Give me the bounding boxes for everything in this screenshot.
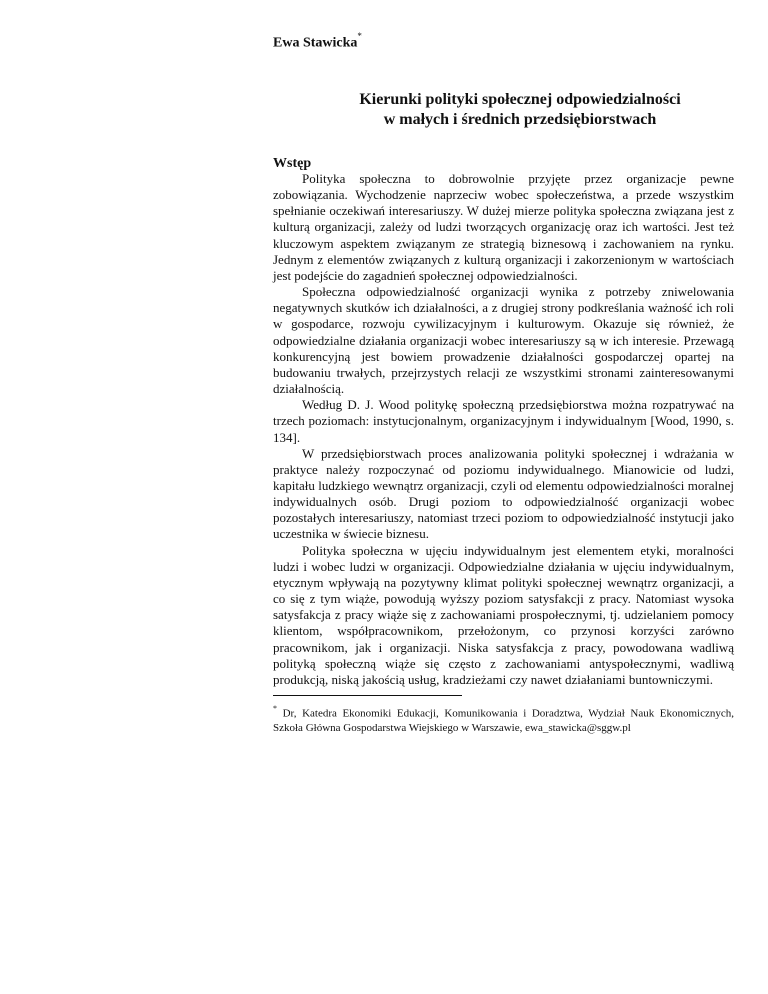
paragraph: Polityka społeczna to dobrowolnie przyjęte przez organizacje pewne zobowiązania. Wychodzenie naprzeciw wobec społeczeństwa, a przede wszystkim spełnianie oczekiwań interesariuszy. W dużej mierze polityka społeczna związana jest z kulturą organizacji, zależy od ludzi tworzących organizację oraz ich wartości. Jest też kluczowym aspektem związanym ze strategią biznesową i zachowaniem na rynku. Jednym z elementów związanych z kulturą organizacji i zakorzenionym w wartościach jest podejście do zagadnień społecznej odpowiedzialności. <box>273 171 734 283</box>
footnote-text: Dr, Katedra Ekonomiki Edukacji, Komunikowania i Doradztwa, Wydział Nauk Ekonomicznych, Szkoła Główna Gospodarstwa Wiejskiego w Warszawie, ewa_stawicka@sggw.pl <box>273 707 735 734</box>
author-name <box>273 33 362 52</box>
paragraph: Polityka społeczna w ujęciu indywidualnym jest elementem etyki, moralności ludzi i wobec ludzi w organizacji. Odpowiedzialne działania w ujęciu indywidualnym, etycznym wpływają na pozytywny klimat polityki społecznej wewnątrz organizacji, a co się z tym wiąże, powodują wyższy poziom satysfakcji z pracy. Natomiast wysoka satysfakcja z pracy wiąże się z zachowaniami prospołecznymi, tj. udzielaniem pomocy klientom, współpracownikom, przełożonym, co przynosi korzyści zarówno pracownikom, jak i organizacji. Niska satysfakcja z pracy, powodowana wadliwą polityką społeczną wiąże się często z zachowaniami antyspołecznymi, wadliwą produkcją, niską jakością usług, kradzieżami czy nawet działaniami buntowniczymi. <box>273 542 734 687</box>
author-footnote-mark: * <box>357 31 362 41</box>
paper-title-line-2: w małych i średnich przedsiębiorstwach <box>383 111 657 128</box>
paper-title-line-1: Kierunki polityki społecznej odpowiedzialności <box>359 91 681 108</box>
footnote <box>273 703 734 735</box>
paragraph: Według D. J. Wood politykę społeczną przedsiębiorstwa można rozpatrywać na trzech poziomach: instytucjonalnym, organizacyjnym i indywidualnym [Wood, 1990, s. 134]. <box>273 397 734 445</box>
footnote-divider <box>273 695 462 696</box>
section-heading: Wstęp <box>273 156 312 171</box>
paragraph: W przedsiębiorstwach proces analizowania polityki społecznej i wdrażania w praktyce należy rozpoczynać od poziomu indywidualnego. Mianowicie od ludzi, kapitału ludzkiego wewnątrz organizacji, czyli od elementu odpowiedzialności moralnej indywidualnych osób. Drugi poziom to odpowiedzialność organizacji wobec pozostałych interesariuszy, natomiast trzeci poziom to odpowiedzialność instytucji jako uczestnika w świecie biznesu. <box>273 445 734 542</box>
author-name-text: Ewa Stawicka <box>273 35 358 51</box>
paragraph: Społeczna odpowiedzialność organizacji wynika z potrzeby zniwelowania negatywnych skutków ich działalności, a z drugiej strony podkreślania ważność ich roli w gospodarce, rozwoju cywilizacyjnym i kulturowym. Okazuje się również, że odpowiedzialne działania organizacji wobec interesariuszy są w ich interesie. Przewagą konkurencyjną jest bowiem prowadzenie działalności gospodarczej opartej na budowaniu trwałych, przejrzystych relacji ze wszystkimi stronami zainteresowanymi działalnością. <box>273 284 734 397</box>
body-text <box>273 171 734 688</box>
paper-title <box>273 90 767 130</box>
footnote-mark: * <box>273 704 277 713</box>
